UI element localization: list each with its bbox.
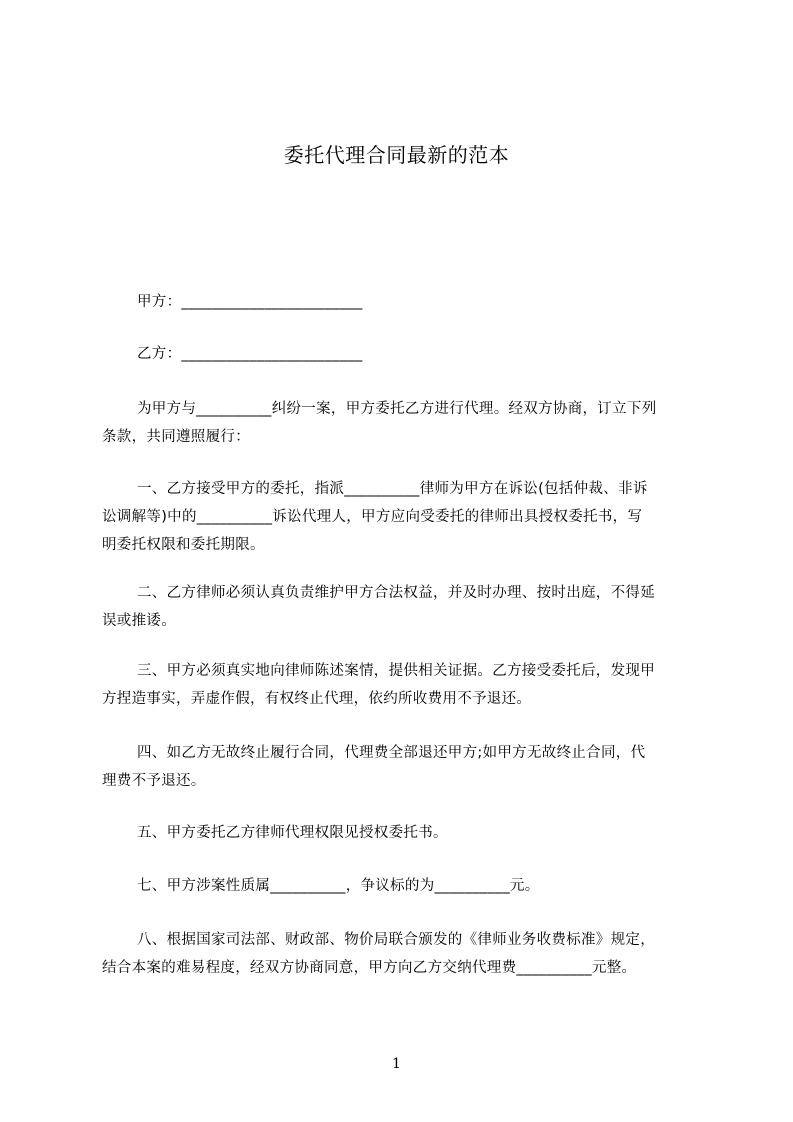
intro-paragraph bbox=[102, 395, 703, 451]
document-title: 委托代理合同最新的范本 bbox=[283, 143, 510, 167]
intro-line-1: 为甲方与__________纠纷一案，甲方委托乙方进行代理。经双方协商，订立下列 bbox=[137, 401, 657, 417]
clause-5-text: 五、甲方委托乙方律师代理权限见授权委托书。 bbox=[137, 825, 448, 841]
clause-1-line-1: 一、乙方接受甲方的委托，指派__________律师为甲方在诉讼(包括仲裁、非诉 bbox=[137, 481, 648, 497]
intro-line-2: 条款，共同遵照履行： bbox=[102, 429, 250, 445]
party-b-line bbox=[137, 340, 703, 368]
party-a-line bbox=[137, 288, 703, 316]
clause-7-text: 七、甲方涉案性质属__________，争议标的为__________元。 bbox=[137, 878, 540, 894]
clause-2-line-1: 二、乙方律师必须认真负责维护甲方合法权益，并及时办理、按时出庭，不得延 bbox=[137, 585, 655, 601]
clause-3-line-2: 方捏造事实，弄虚作假，有权终止代理，依约所收费用不予退还。 bbox=[102, 691, 532, 707]
clause-3-paragraph bbox=[102, 657, 703, 713]
clause-4-line-2: 理费不予退还。 bbox=[102, 773, 206, 789]
party-b-text: 乙方：________________________ bbox=[137, 346, 363, 362]
party-a-text: 甲方：________________________ bbox=[137, 294, 363, 310]
clause-8-paragraph bbox=[102, 926, 703, 982]
clause-1-paragraph bbox=[102, 475, 703, 559]
clause-5-paragraph bbox=[137, 819, 703, 847]
clause-2-paragraph bbox=[102, 579, 703, 635]
page-number: 1 bbox=[392, 1056, 401, 1072]
clause-2-line-2: 误或推诿。 bbox=[102, 613, 176, 629]
clause-1-line-2: 讼调解等)中的__________诉讼代理人，甲方应向受委托的律师出具授权委托书，写 bbox=[102, 509, 643, 525]
clause-7-paragraph bbox=[137, 872, 703, 900]
clause-4-paragraph bbox=[102, 739, 703, 795]
clause-1-line-3: 明委托权限和委托期限。 bbox=[102, 537, 265, 553]
clause-3-line-1: 三、甲方必须真实地向律师陈述案情，提供相关证据。乙方接受委托后，发现甲 bbox=[137, 663, 655, 679]
clause-8-line-1: 八、根据国家司法部、财政部、物价局联合颁发的《律师业务收费标准》规定， bbox=[137, 932, 655, 948]
clause-8-line-2: 结合本案的难易程度，经双方协商同意，甲方向乙方交纳代理费__________元整。 bbox=[102, 960, 637, 976]
clause-4-line-1: 四、如乙方无故终止履行合同，代理费全部退还甲方;如甲方无故终止合同，代 bbox=[137, 745, 646, 761]
